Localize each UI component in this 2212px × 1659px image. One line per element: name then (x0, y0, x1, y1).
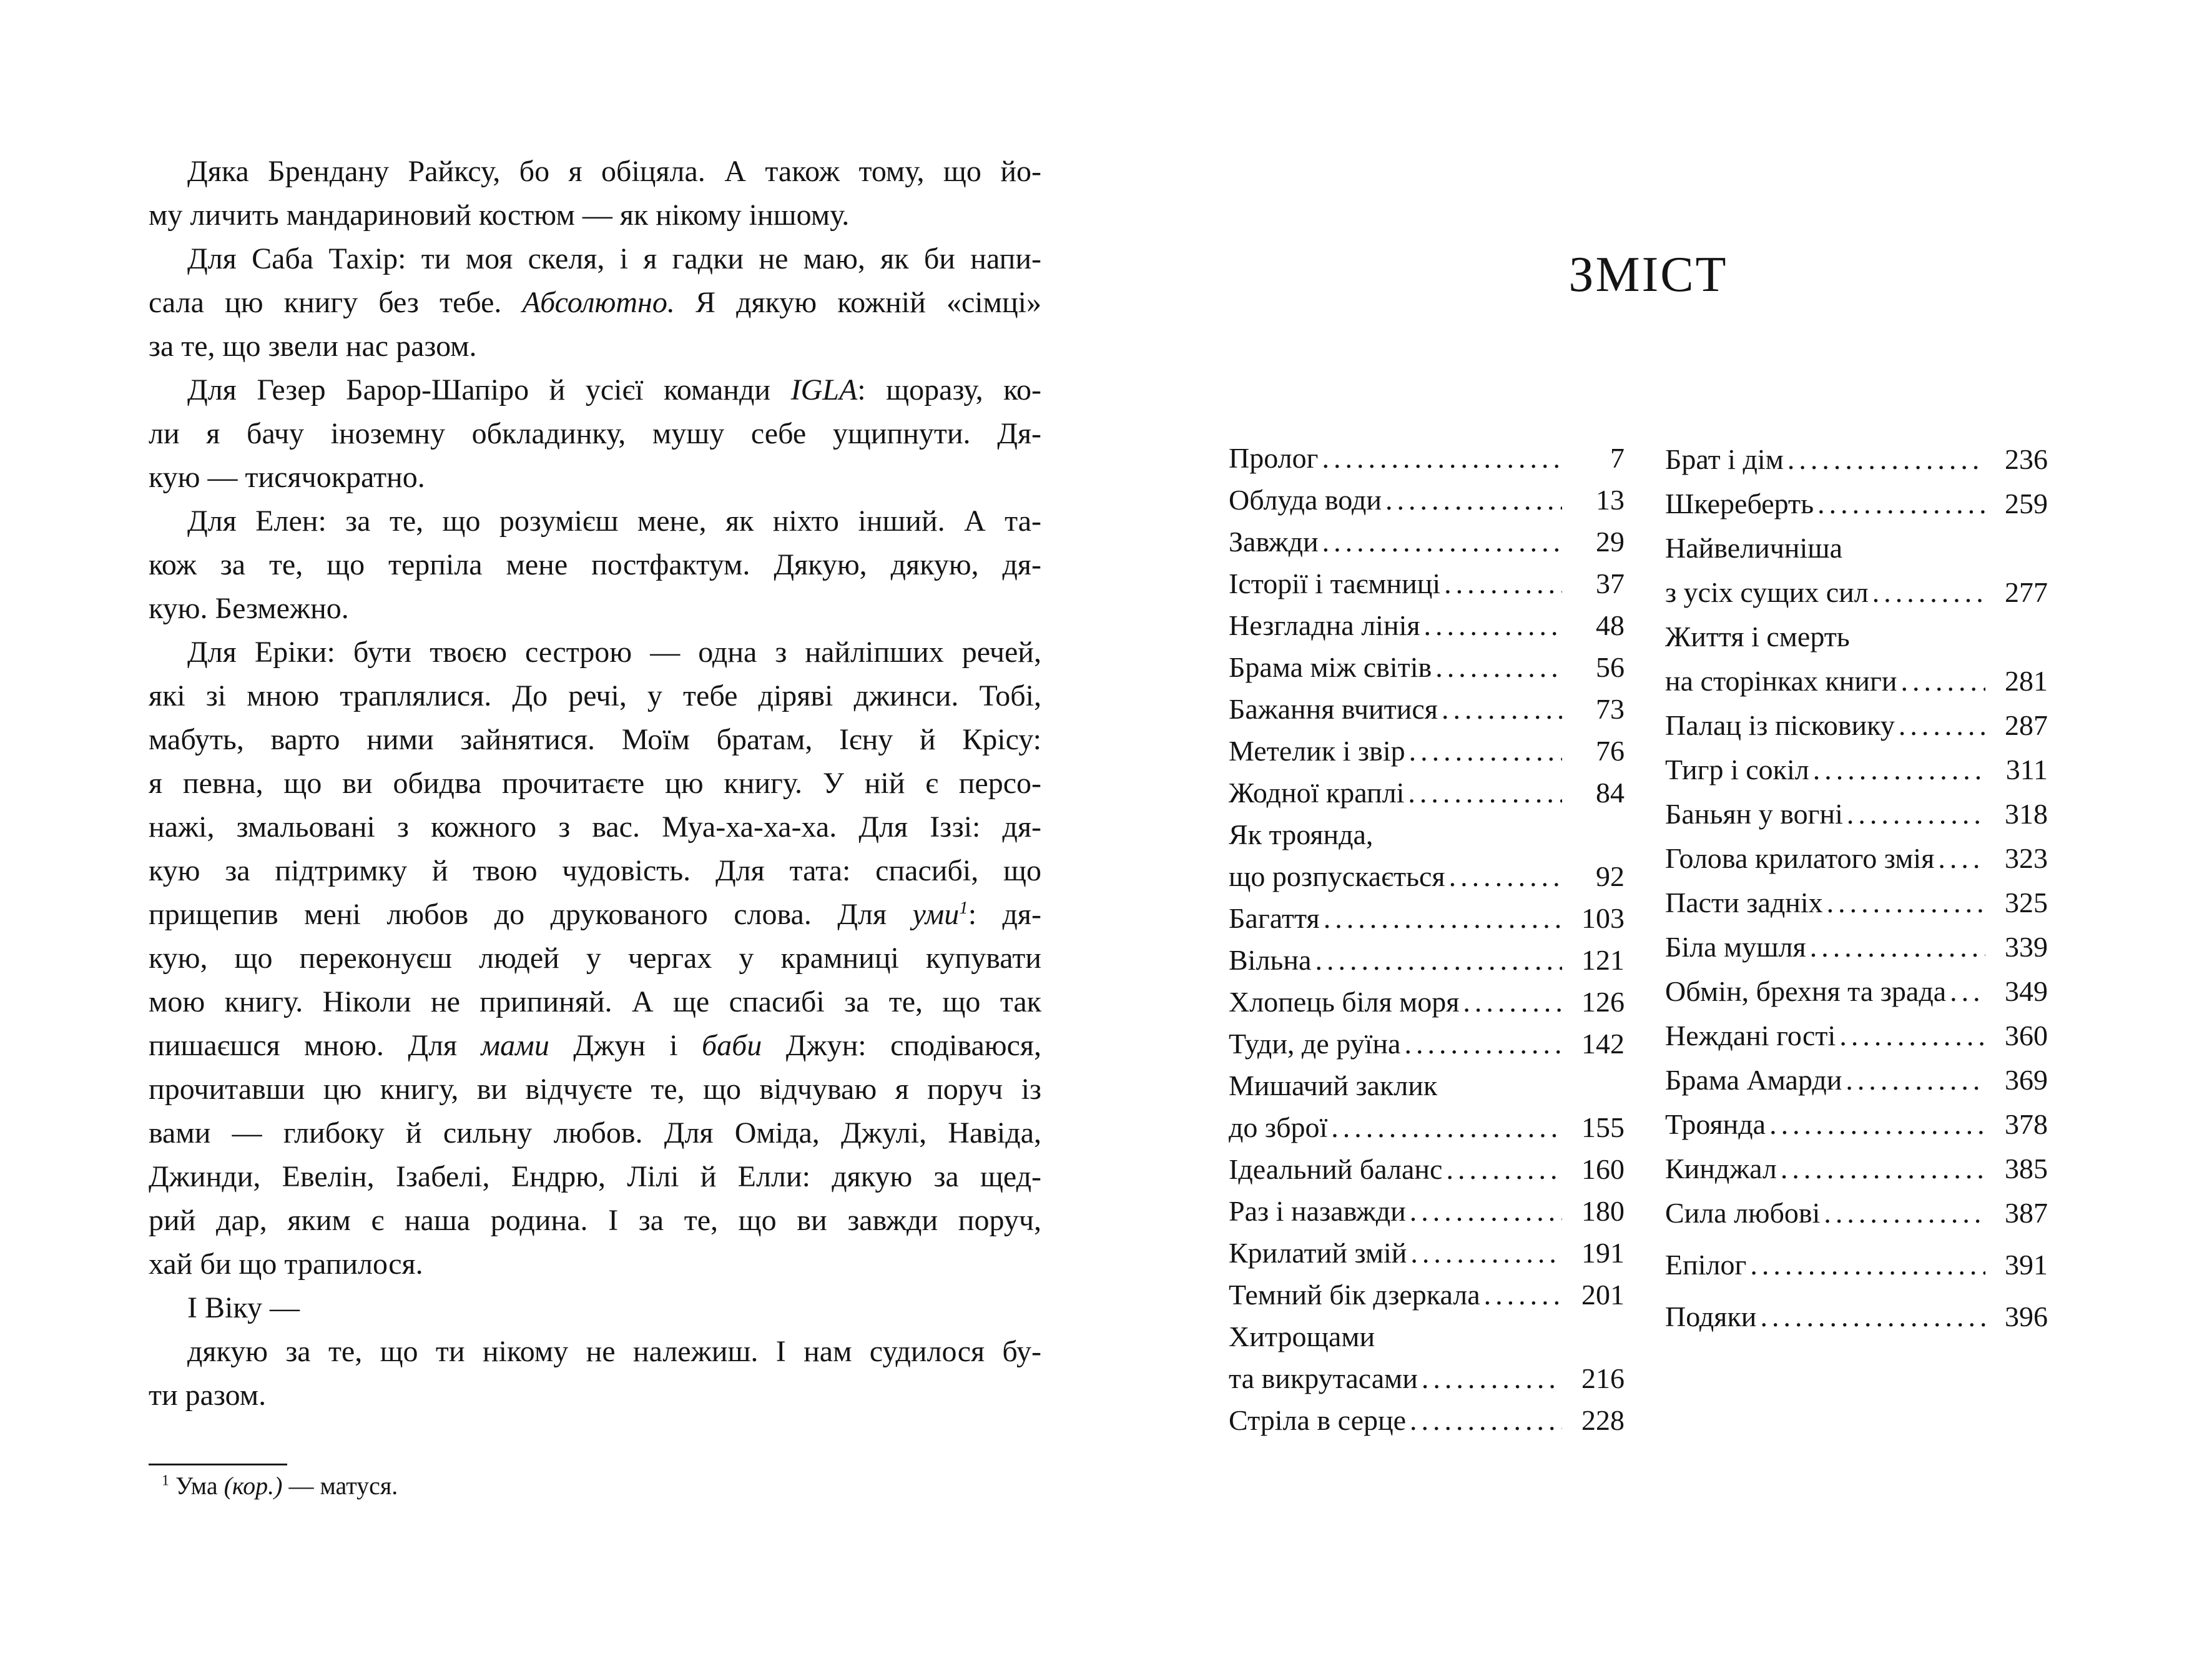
text-segment: баби (702, 1029, 762, 1062)
text-line (149, 1286, 1041, 1330)
toc-entry-label: Крилатий змій (1229, 1237, 1407, 1269)
toc-entry (1665, 836, 2048, 880)
toc-page-number: 369 (2005, 1064, 2048, 1096)
toc-dot-leader (1422, 1357, 1562, 1399)
toc-entry-label: Завжди (1229, 526, 1319, 558)
text-segment: дякую за те, що ти нікому не належиш. І нам судилося бу- (187, 1335, 1041, 1368)
toc-dot-leader (1408, 772, 1562, 814)
toc-entry-label: Стріла в серце (1229, 1404, 1407, 1436)
toc-dot-leader (1950, 969, 1985, 1013)
text-segment: : дя- (968, 898, 1041, 931)
toc-entry-label: Хитрощами (1229, 1321, 1375, 1352)
text-segment: 1 (162, 1472, 169, 1489)
text-segment: кую — тисячократно. (149, 461, 425, 494)
toc-dot-leader (1322, 437, 1562, 479)
text-segment: кож за те, що терпіла мене постфактум. Дякую, дякую, дя- (149, 548, 1041, 581)
toc-entry (1229, 1023, 1625, 1065)
toc-entry-label: Пасти задніх (1665, 887, 1823, 918)
toc-entry-label: Пролог (1229, 442, 1319, 474)
toc-entry-label: Незгладна лінія (1229, 609, 1420, 641)
text-segment: — матуся. (282, 1472, 398, 1500)
text-segment: Абсолютно. (522, 286, 675, 319)
toc-page-number: 323 (2005, 842, 2048, 874)
toc-dot-leader (1846, 1058, 1985, 1102)
toc-entry-label: Біла мушля (1665, 931, 1806, 963)
toc-entry (1665, 481, 2048, 526)
toc-entry-label: Жодної краплі (1229, 777, 1405, 809)
text-segment: Для Еріки: бути твоєю сестрою — одна з найліпших речей, (187, 636, 1041, 669)
toc-entry (1665, 437, 2048, 481)
text-line (149, 631, 1041, 674)
text-segment: уми (912, 898, 960, 931)
toc-entry (1229, 855, 1625, 897)
toc-dot-leader (1781, 1146, 1985, 1191)
page-title: ЗМІСТ (1568, 247, 1728, 302)
toc-entry-label: Як троянда, (1229, 819, 1374, 850)
toc-entry-label: Темний бік дзеркала (1229, 1279, 1480, 1311)
toc-entry-label: Брат і дім (1665, 443, 1784, 475)
text-segment: IGLA (790, 373, 858, 406)
toc-page-number: 13 (1596, 484, 1625, 516)
toc-entry-label: Троянда (1665, 1108, 1766, 1140)
toc-entry (1229, 604, 1625, 646)
toc-dot-leader (1817, 481, 1985, 526)
text-line (149, 980, 1041, 1024)
toc-page-number: 236 (2005, 443, 2048, 475)
toc-page-number: 103 (1581, 902, 1625, 934)
text-line (149, 1199, 1041, 1243)
text-line (149, 893, 1041, 937)
toc-dot-leader (1899, 703, 1985, 747)
toc-entry (1229, 479, 1625, 521)
text-segment: кую, що переконуєш людей у чергах у крамниці купувати (149, 942, 1041, 975)
text-line (149, 1068, 1041, 1111)
toc-entry (1665, 880, 2048, 925)
toc-entry-label: Життя і смерть (1665, 621, 1850, 652)
text-segment: Джинди, Евелін, Ізабелі, Ендрю, Лілі й Елли: дякую за щед- (149, 1160, 1041, 1193)
toc-page-number: 56 (1596, 651, 1625, 683)
toc-entry-label: Ідеальний баланс (1229, 1153, 1443, 1185)
text-segment: 1 (959, 898, 968, 918)
toc-dot-leader (1322, 521, 1562, 563)
toc-entry (1665, 659, 2048, 703)
text-segment: мами (481, 1029, 549, 1062)
toc-dot-leader (1938, 836, 1985, 880)
text-line (149, 674, 1041, 718)
toc-entry-label: Туди, де руїна (1229, 1028, 1401, 1060)
text-segment: які зі мною траплялися. До речі, у тебе діряві джинси. Тобі, (149, 679, 1041, 712)
toc-dot-leader (1444, 563, 1562, 604)
text-line (149, 805, 1041, 849)
text-line (149, 587, 1041, 631)
text-line (149, 1024, 1041, 1068)
toc-entry-label: Епілог (1665, 1249, 1747, 1281)
toc-dot-leader (1484, 1274, 1562, 1316)
toc-dot-leader (1449, 855, 1562, 897)
text-segment: Я дякую кожній «сімці» (674, 286, 1041, 319)
toc-dot-leader (1847, 792, 1985, 836)
toc-entry (1229, 981, 1625, 1023)
toc-dot-leader (1410, 1190, 1562, 1232)
toc-entry (1665, 1013, 2048, 1058)
toc-entry (1229, 1106, 1625, 1148)
toc-entry-continued-label (1665, 526, 2048, 570)
toc-entry (1229, 521, 1625, 563)
toc-dot-leader (1409, 730, 1562, 772)
text-line (149, 500, 1041, 543)
toc-entry (1665, 1294, 2048, 1339)
toc-dot-leader (1404, 1023, 1562, 1065)
toc-entry (1229, 730, 1625, 772)
toc-entry (1229, 1399, 1625, 1441)
toc-page-number: 76 (1596, 735, 1625, 767)
toc-entry (1229, 646, 1625, 688)
toc-page-number: 73 (1596, 693, 1625, 725)
text-line (149, 1243, 1041, 1286)
toc-page-number: 228 (1581, 1404, 1625, 1436)
acknowledgments-text (149, 150, 1041, 1417)
toc-dot-leader (1385, 479, 1562, 521)
text-line (149, 412, 1041, 456)
toc-entry-label: Баньян у вогні (1665, 798, 1843, 830)
toc-entry-label: та викрутасами (1229, 1362, 1418, 1394)
toc-dot-leader (1827, 880, 1985, 925)
toc-entry (1665, 747, 2048, 792)
toc-page-number: 37 (1596, 568, 1625, 599)
toc-column-left (1229, 437, 1625, 1441)
toc-page-number: 287 (2005, 709, 2048, 741)
text-line (149, 281, 1041, 325)
text-segment: І Віку — (187, 1291, 300, 1324)
toc-entry (1665, 570, 2048, 614)
toc-entry-continued-label (1665, 614, 2048, 659)
toc-dot-leader (1900, 659, 1985, 703)
text-segment: рий дар, яким є наша родина. І за те, що ви завжди поруч, (149, 1204, 1041, 1237)
toc-dot-leader (1760, 1294, 1985, 1339)
toc-dot-leader (1446, 1148, 1562, 1190)
text-line (149, 237, 1041, 281)
toc-page-number: 339 (2005, 931, 2048, 963)
text-segment: прищепив мені любов до друкованого слова. Для (149, 898, 913, 931)
toc-page-number: 29 (1596, 526, 1625, 558)
toc-dot-leader (1872, 570, 1985, 614)
toc-entry-label: Метелик і звір (1229, 735, 1405, 767)
toc-page-number: 126 (1581, 986, 1625, 1018)
text-segment: Ума (169, 1472, 224, 1500)
text-line (149, 849, 1041, 893)
toc-page-number: 318 (2005, 798, 2048, 830)
text-line (149, 1374, 1041, 1417)
toc-page-number: 396 (2005, 1301, 2048, 1332)
toc-entry (1229, 1190, 1625, 1232)
toc-entry (1665, 1191, 2048, 1235)
toc-entry-label: Найвеличніша (1665, 532, 1843, 564)
toc-entry (1229, 1148, 1625, 1190)
toc-entry-label: Шкереберть (1665, 488, 1814, 519)
text-segment: Джун і (549, 1029, 702, 1062)
toc-entry-continued-label (1229, 814, 1625, 855)
toc-entry (1229, 939, 1625, 981)
text-segment: му личить мандариновий костюм — як нікому іншому. (149, 199, 850, 232)
toc-page-number: 281 (2005, 665, 2048, 697)
toc-dot-leader (1442, 688, 1562, 730)
toc-dot-leader (1750, 1243, 1985, 1287)
toc-page-number: 391 (2005, 1249, 2048, 1281)
toc-dot-leader (1824, 1191, 1985, 1235)
toc-entry-label: Палац із пісковику (1665, 709, 1895, 741)
footnote-text (162, 1471, 724, 1501)
toc-dot-leader (1410, 1399, 1562, 1441)
toc-page-number: 180 (1581, 1195, 1625, 1227)
text-segment: я певна, що ви обидва прочитаєте цю книгу. У ній є персо- (149, 767, 1041, 800)
toc-entry-label: до зброї (1229, 1111, 1328, 1143)
toc-page-number: 311 (2005, 754, 2048, 785)
text-segment: ли я бачу іноземну обкладинку, мушу себе ущипнути. Дя- (149, 417, 1041, 450)
text-segment: кую за підтримку й твою чудовість. Для тата: спасибі, що (149, 854, 1041, 887)
toc-dot-leader (1839, 1013, 1985, 1058)
text-line (149, 762, 1041, 805)
toc-page-number: 360 (2005, 1020, 2048, 1051)
toc-entry (1229, 897, 1625, 939)
toc-page-number: 155 (1581, 1111, 1625, 1143)
toc-dot-leader (1810, 925, 1985, 969)
toc-entry (1665, 969, 2048, 1013)
toc-entry (1229, 437, 1625, 479)
toc-entry (1665, 1058, 2048, 1102)
text-segment: вами — глибоку й сильну любов. Для Оміда, Джулі, Навіда, (149, 1116, 1041, 1149)
text-segment: сала цю книгу без тебе. (149, 286, 523, 319)
toc-dot-leader (1410, 1232, 1562, 1274)
toc-entry (1665, 1146, 2048, 1191)
toc-page-number: 216 (1581, 1362, 1625, 1394)
text-line (149, 1111, 1041, 1155)
toc-entry-label: Хлопець біля моря (1229, 986, 1460, 1018)
text-line (149, 1330, 1041, 1374)
toc-entry (1665, 1102, 2048, 1146)
toc-entry (1665, 1243, 2048, 1287)
text-line (149, 325, 1041, 368)
toc-entry-label: Вільна (1229, 944, 1312, 976)
toc-dot-leader (1435, 646, 1562, 688)
toc-column-right (1665, 437, 2048, 1339)
text-segment: за те, що звели нас разом. (149, 330, 477, 363)
text-segment: кую. Безмежно. (149, 592, 349, 625)
toc-entry (1229, 1274, 1625, 1316)
toc-entry-label: що розпускається (1229, 860, 1445, 892)
toc-entry-label: Брама між світів (1229, 651, 1432, 683)
toc-entry-label: на сторінках книги (1665, 665, 1897, 697)
text-line (149, 368, 1041, 412)
toc-entry-label: Кинджал (1665, 1153, 1777, 1184)
text-line (149, 456, 1041, 500)
toc-dot-leader (1331, 1106, 1562, 1148)
toc-entry (1665, 792, 2048, 836)
text-segment: нажі, змальовані з кожного з вас. Муа-ха-ха-ха. Для Іззі: дя- (149, 810, 1041, 844)
toc-entry-label: Історії і таємниці (1229, 568, 1441, 599)
text-segment: Для Елен: за те, що розумієш мене, як ніхто інший. А та- (187, 505, 1041, 538)
text-segment: прочитавши цю книгу, ви відчуєте те, що відчуваю я поруч із (149, 1073, 1041, 1106)
toc-entry (1229, 563, 1625, 604)
text-segment: ти разом. (149, 1379, 267, 1412)
toc-dot-leader (1324, 897, 1562, 939)
text-segment: : щоразу, ко- (857, 373, 1041, 406)
toc-entry (1665, 925, 2048, 969)
toc-page-number: 191 (1581, 1237, 1625, 1269)
toc-entry-label: Неждані гості (1665, 1020, 1836, 1051)
toc-entry-continued-label (1229, 1065, 1625, 1106)
text-segment: Дяка Брендану Райксу, бо я обіцяла. А також тому, що йо- (187, 155, 1041, 188)
toc-page-number: 387 (2005, 1197, 2048, 1229)
toc-entry-label: Подяки (1665, 1301, 1757, 1332)
toc-page-number: 201 (1581, 1279, 1625, 1311)
toc-entry-label: Обмін, брехня та зрада (1665, 975, 1947, 1007)
toc-dot-leader (1787, 437, 1985, 481)
toc-entry-label: Облуда води (1229, 484, 1382, 516)
toc-entry-label: з усіх сущих сил (1665, 576, 1869, 608)
text-segment: мою книгу. Ніколи не припиняй. А ще спасибі за те, що так (149, 985, 1041, 1018)
text-line (149, 718, 1041, 762)
toc-page-number: 349 (2005, 975, 2048, 1007)
text-segment: (кор.) (224, 1472, 283, 1500)
toc-page-number: 160 (1581, 1153, 1625, 1185)
text-segment: Джун: сподіваюся, (762, 1029, 1042, 1062)
toc-page-number: 92 (1596, 860, 1625, 892)
text-line (149, 194, 1041, 237)
footnote-divider (149, 1464, 287, 1465)
toc-entry-continued-label (1229, 1316, 1625, 1357)
toc-entry-label: Брама Амарди (1665, 1064, 1842, 1096)
toc-page-number: 121 (1581, 944, 1625, 976)
toc-entry (1229, 772, 1625, 814)
toc-page-number: 378 (2005, 1108, 2048, 1140)
toc-dot-leader (1463, 981, 1562, 1023)
toc-entry-label: Голова крилатого змія (1665, 842, 1935, 874)
toc-entry (1229, 688, 1625, 730)
text-segment: хай би що трапилося. (149, 1248, 423, 1281)
toc-entry (1229, 1357, 1625, 1399)
toc-page-number: 259 (2005, 488, 2048, 519)
toc-entry-label: Сила любові (1665, 1197, 1821, 1229)
toc-page-number: 277 (2005, 576, 2048, 608)
toc-page-number: 385 (2005, 1153, 2048, 1184)
toc-entry-label: Багаття (1229, 902, 1320, 934)
text-segment: Для Гезер Барор-Шапіро й усієї команди (187, 373, 791, 406)
toc-dot-leader (1315, 939, 1562, 981)
text-segment: Для Саба Тахір: ти моя скеля, і я гадки не маю, як би напи- (187, 242, 1041, 275)
toc-page-number: 142 (1581, 1028, 1625, 1060)
toc-entry (1665, 703, 2048, 747)
text-line (149, 937, 1041, 980)
text-line (149, 150, 1041, 194)
toc-dot-leader (1813, 747, 1985, 792)
toc-page-number: 325 (2005, 887, 2048, 918)
text-segment: пишаєшся мною. Для (149, 1029, 481, 1062)
toc-entry (1229, 1232, 1625, 1274)
toc-entry-label: Раз і назавжди (1229, 1195, 1406, 1227)
toc-page-number: 48 (1596, 609, 1625, 641)
text-line (149, 543, 1041, 587)
toc-page-number: 84 (1596, 777, 1625, 809)
toc-page-number: 7 (1610, 442, 1625, 474)
toc-entry-label: Мишачий заклик (1229, 1070, 1438, 1101)
toc-entry-label: Тигр і сокіл (1665, 754, 1809, 785)
text-line (149, 1155, 1041, 1199)
text-segment: мабуть, варто ними зайнятися. Моїм братам, Ієну й Крісу: (149, 723, 1041, 756)
toc-dot-leader (1769, 1102, 1985, 1146)
toc-dot-leader (1424, 604, 1562, 646)
toc-entry-label: Бажання вчитися (1229, 693, 1438, 725)
